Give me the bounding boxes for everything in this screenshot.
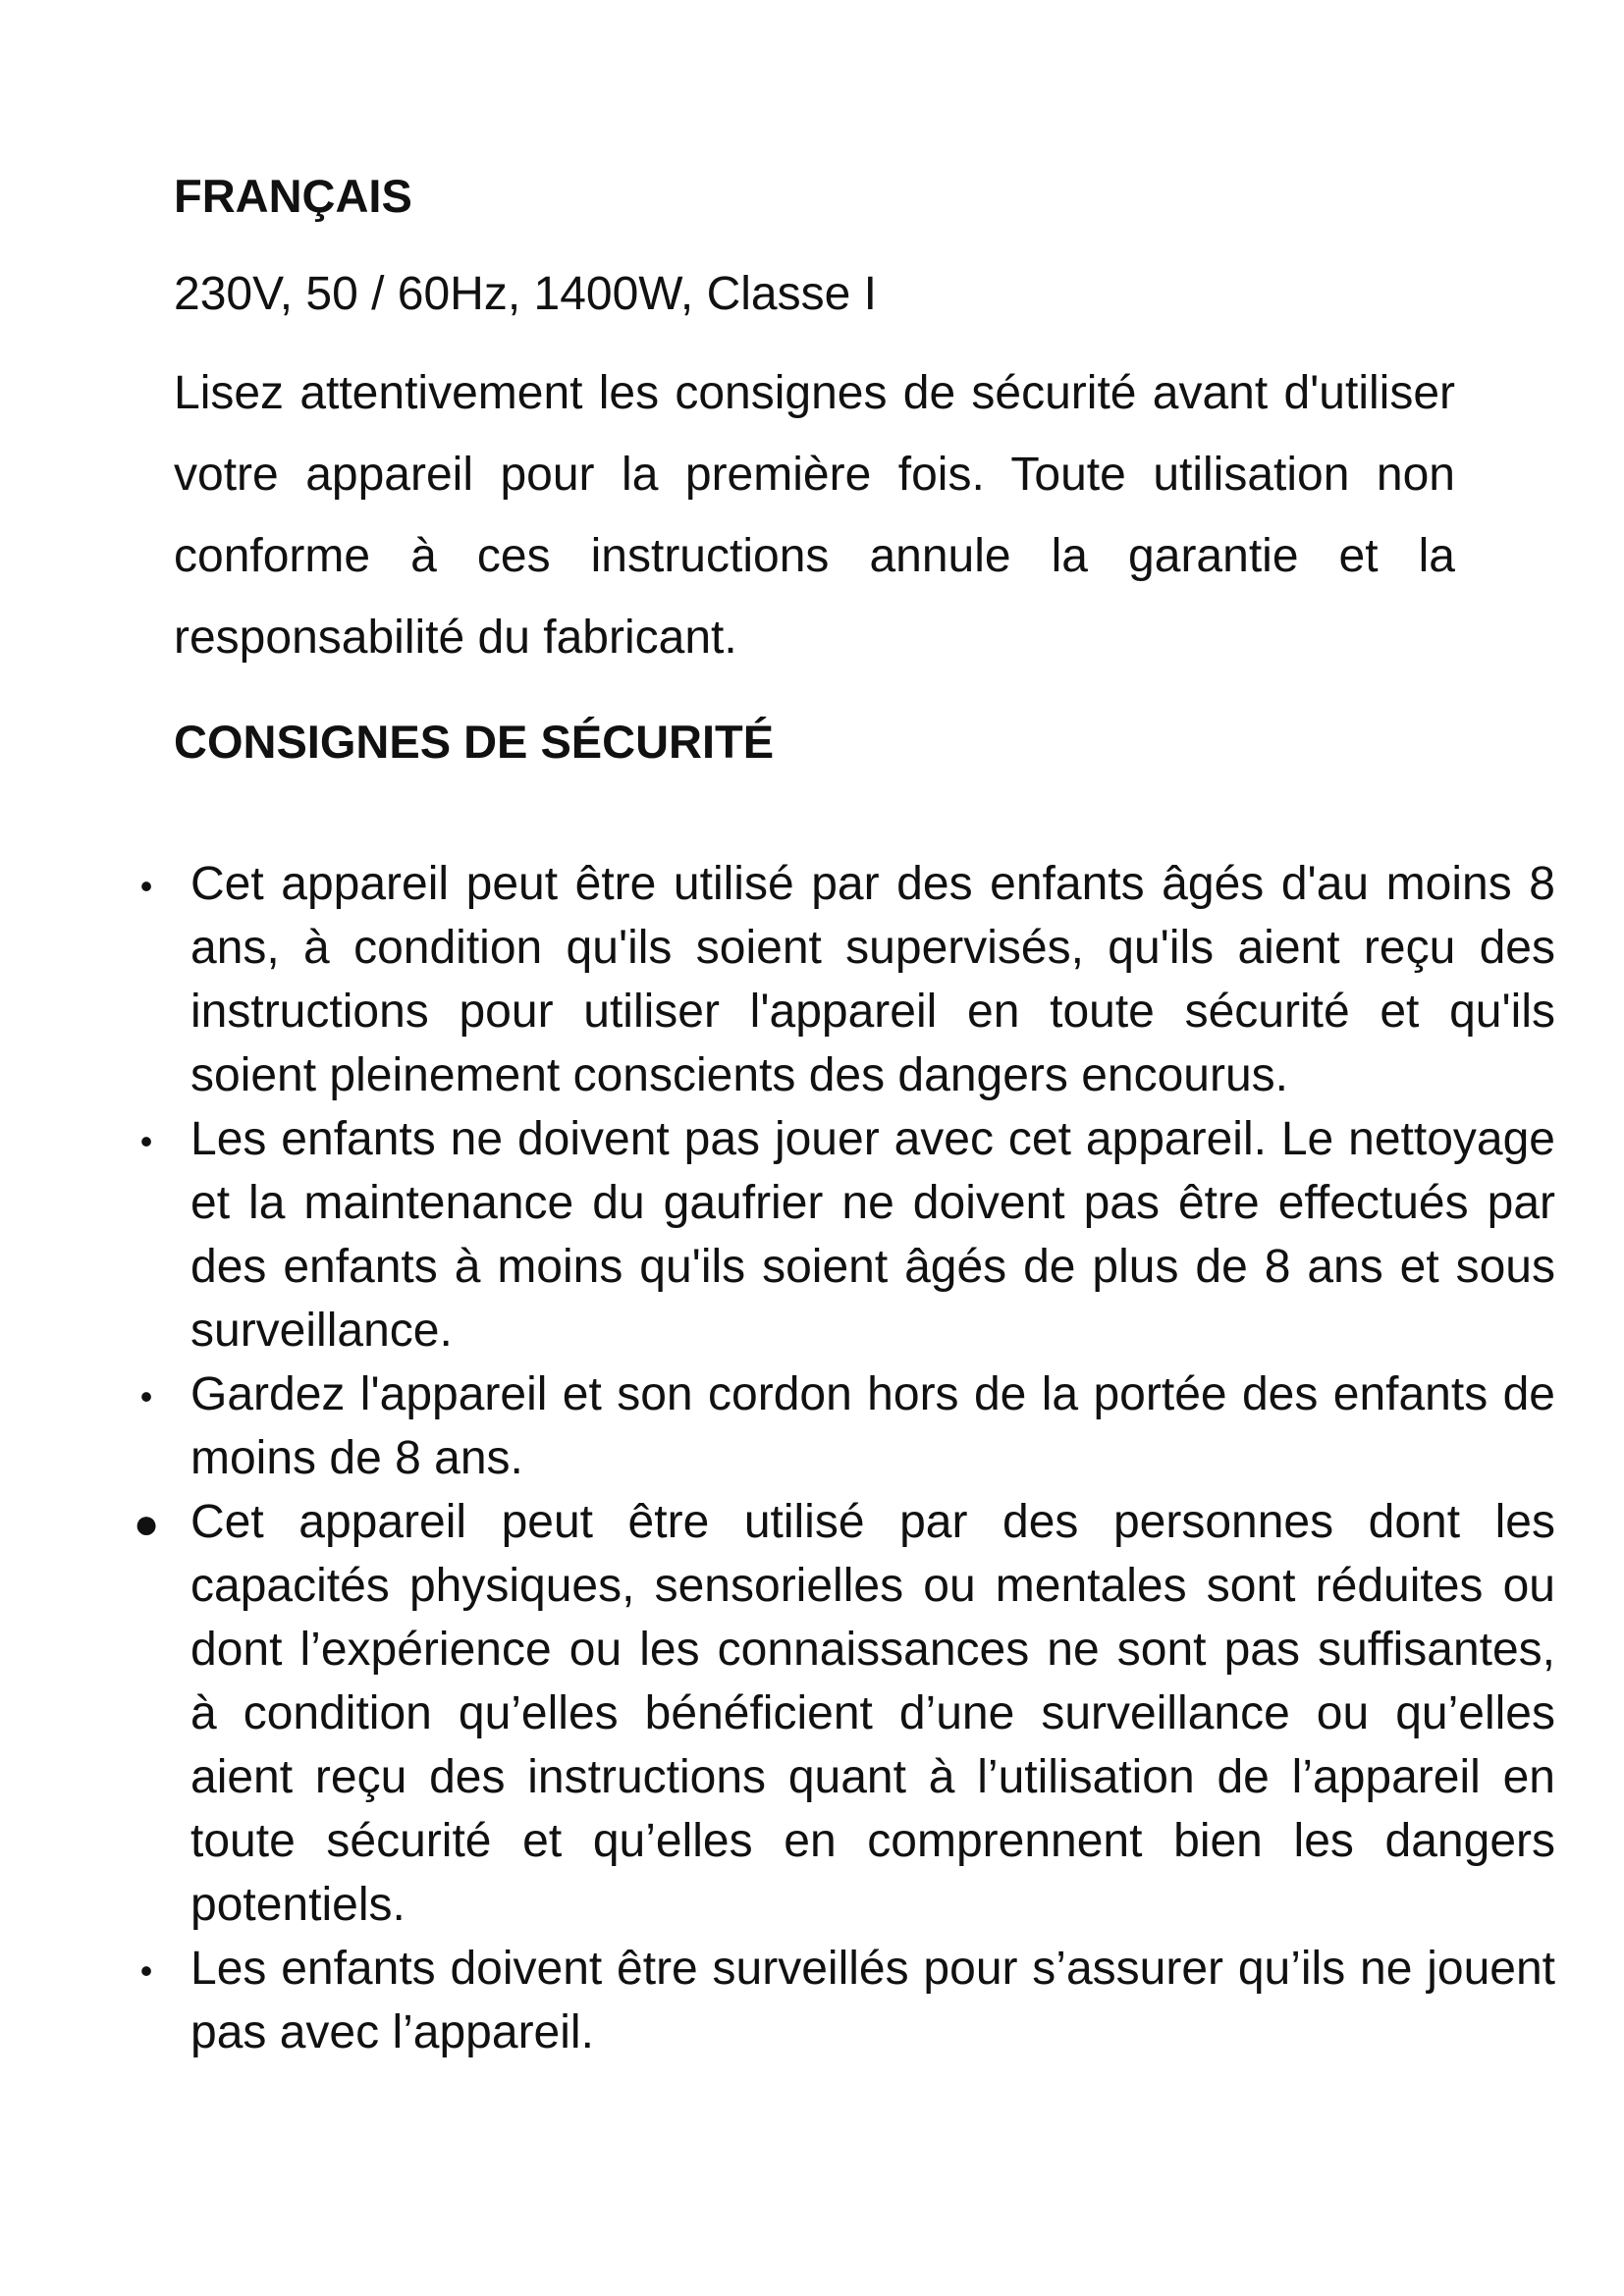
- language-heading-block: [174, 169, 1460, 224]
- safety-bullet-list: [122, 852, 1555, 2064]
- safety-heading: CONSIGNES DE SÉCURITÉ: [174, 716, 775, 768]
- list-item: [122, 852, 1555, 1107]
- list-item-text: Cet appareil peut être utilisé par des enfants âgés d'au moins 8 ans, à condition qu'ils soient supervisés, qu'ils aient reçu des instructions pour utiliser l'appareil en toute sécurité et qu'ils soient pleinement conscients des dangers encourus.: [190, 858, 1555, 1101]
- language-heading: FRANÇAIS: [174, 170, 412, 222]
- power-spec-line: 230V, 50 / 60Hz, 1400W, Classe I: [174, 268, 877, 320]
- list-item-text: Cet appareil peut être utilisé par des personnes dont les capacités physiques, sensorielles ou mentales sont réduites ou dont l’expérience ou les connaissances ne sont pas suffisantes, à condition qu’elles bénéficient d’une surveillance ou qu’elles aient reçu des instructions quant à l’utilisation de l’appareil en toute sécurité et qu’elles en comprennent bien les dangers potentiels.: [190, 1496, 1555, 1931]
- spec-block: [174, 267, 1460, 322]
- bullet-icon: •: [139, 1950, 153, 1991]
- bullet-icon: ●: [133, 1500, 160, 1548]
- bullet-icon: •: [139, 1376, 153, 1416]
- list-item: [122, 1362, 1555, 1490]
- list-item: [122, 1107, 1555, 1362]
- list-item-text: Les enfants ne doivent pas jouer avec cet appareil. Le nettoyage et la maintenance du gaufrier ne doivent pas être effectués par des enfants à moins qu'ils soient âgés de plus de 8 ans et sous surveillance.: [190, 1113, 1555, 1357]
- list-item-text: Gardez l'appareil et son cordon hors de la portée des enfants de moins de 8 ans.: [190, 1368, 1555, 1484]
- list-item-text: Les enfants doivent être surveillés pour s’assurer qu’ils ne jouent pas avec l’appareil.: [190, 1943, 1555, 2058]
- bullet-icon: •: [139, 866, 153, 906]
- safety-heading-block: [174, 715, 1460, 770]
- bullet-icon: •: [139, 1121, 153, 1161]
- intro-paragraph: Lisez attentivement les consignes de sécurité avant d'utiliser votre appareil pour la première fois. Toute utilisation non conforme à ces instructions annule la garantie et la responsabilité du fabricant.: [174, 367, 1455, 664]
- list-item: [122, 1490, 1555, 1937]
- list-item: [122, 1937, 1555, 2064]
- intro-block: [174, 352, 1460, 678]
